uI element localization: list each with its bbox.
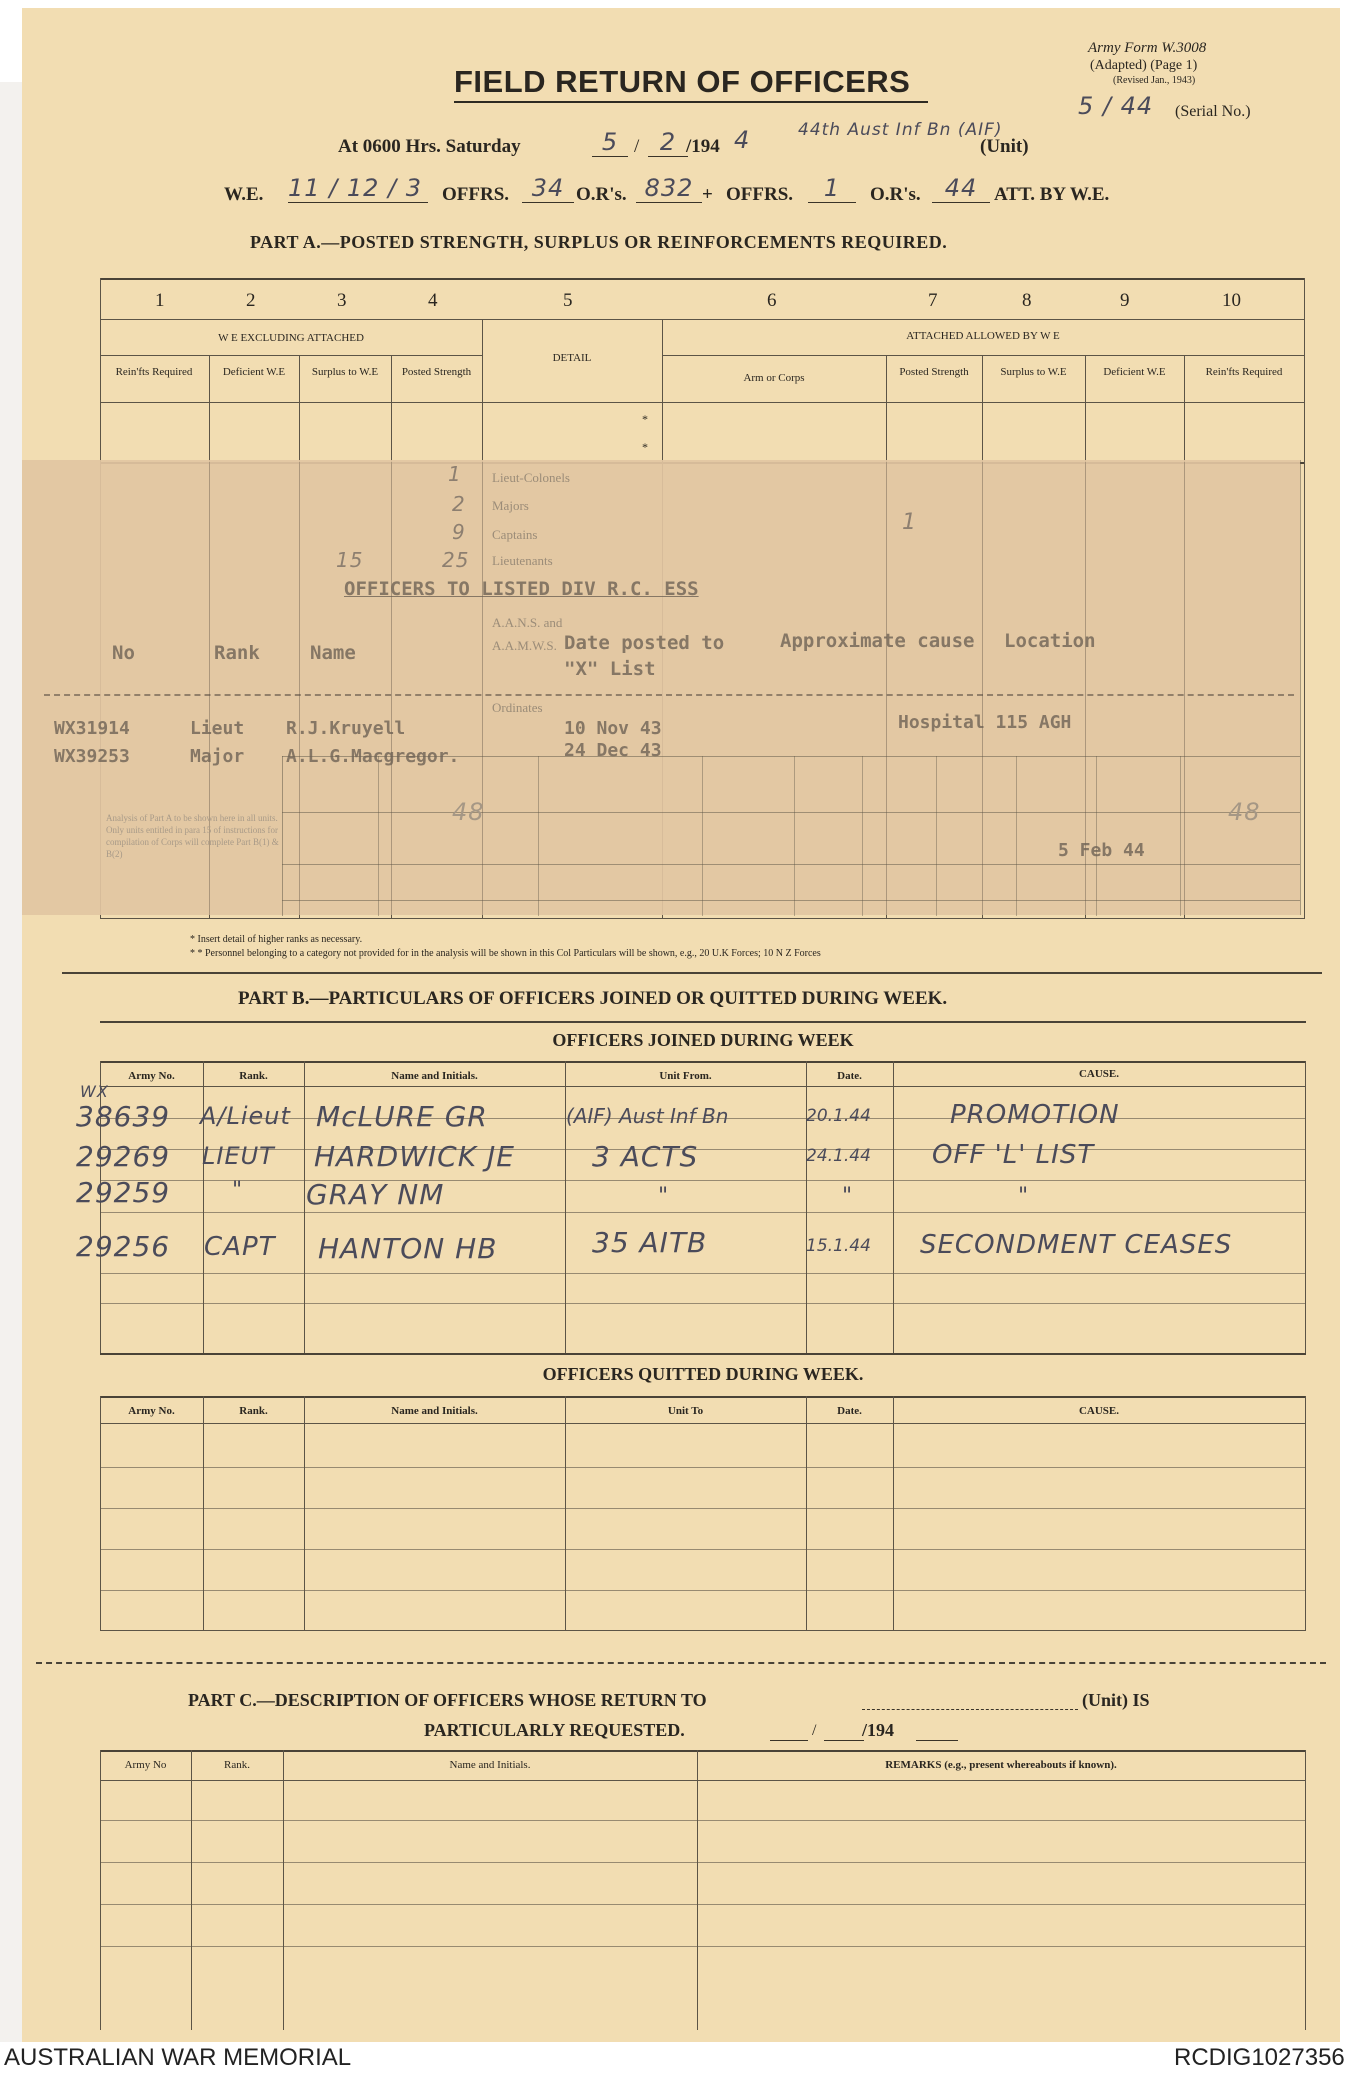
- offrs2-value: 1: [808, 174, 856, 203]
- form-title: FIELD RETURN OF OFFICERS: [454, 64, 911, 99]
- joined-name: GRAY NM: [306, 1178, 445, 1211]
- quitted-header-cause: CAUSE.: [1078, 1405, 1120, 1417]
- part-c-header-rank: Rank.: [224, 1759, 250, 1771]
- plus-sign: +: [702, 184, 713, 205]
- asterisk-mark: *: [642, 412, 648, 426]
- slip-row-no: WX39253: [54, 746, 130, 767]
- joined-name: McLURE GR: [316, 1100, 488, 1133]
- joined-unit-from: 35 AITB: [592, 1226, 708, 1259]
- joined-cause: OFF 'L' LIST: [932, 1140, 1095, 1170]
- header-deficient: Deficient W.E: [222, 366, 286, 378]
- header-attached-surplus: Surplus to W.E: [1000, 366, 1067, 378]
- footer-record-id: RCDIG1027356: [1174, 2044, 1345, 2071]
- quitted-header-army-no: Army No.: [128, 1405, 175, 1417]
- date-month: 2: [648, 128, 688, 157]
- header-posted-strength: Posted Strength: [401, 366, 472, 378]
- unit-value: 44th Aust Inf Bn (AIF): [798, 120, 1003, 140]
- col-number: 8: [1022, 290, 1032, 311]
- joined-header-name: Name and Initials.: [391, 1070, 478, 1082]
- header-arm-or-corps: Arm or Corps: [743, 372, 805, 384]
- slip-heading: OFFICERS TO LISTED DIV R.C. ESS: [344, 578, 699, 600]
- col-number: 7: [928, 290, 938, 311]
- joined-date: 24.1.44: [806, 1146, 871, 1166]
- tally-mark: 48: [1228, 798, 1261, 826]
- joined-cause: ": [1018, 1184, 1030, 1209]
- year-digit: 4: [734, 126, 751, 154]
- serial-number: 5 / 44: [1078, 92, 1154, 120]
- part-c-header-remarks: REMARKS (e.g., present whereabouts if known).: [885, 1759, 1117, 1771]
- header-attached-reinforcements: Rein'fts Required: [1205, 366, 1283, 378]
- tally-mark: 48: [452, 798, 485, 826]
- slip-row-location: Hospital 115 AGH: [898, 712, 1072, 733]
- joined-unit-from: ": [658, 1184, 670, 1209]
- unit-label: (Unit): [980, 136, 1029, 157]
- joined-unit-from: (AIF) Aust Inf Bn: [566, 1104, 729, 1128]
- slip-row-name: R.J.Kruyell: [286, 718, 406, 739]
- ors-label: O.R's.: [576, 184, 627, 205]
- joined-cause: SECONDMENT CEASES: [920, 1230, 1233, 1260]
- slip-row-rank: Lieut: [190, 718, 245, 739]
- part-b-title: PART B.—PARTICULARS OF OFFICERS JOINED OR QUITTED DURING WEEK.: [238, 988, 948, 1009]
- particularly-requested: PARTICULARLY REQUESTED.: [424, 1720, 685, 1740]
- quitted-header-date: Date.: [837, 1405, 862, 1417]
- joined-army-no: 29259: [76, 1176, 171, 1209]
- col-number: 1: [155, 290, 165, 311]
- joined-army-no: 38639: [76, 1100, 171, 1133]
- group-header-right: ATTACHED ALLOWED BY W E: [906, 330, 1060, 342]
- col-number: 6: [767, 290, 777, 311]
- joined-rank: CAPT: [204, 1232, 276, 1262]
- slip-col-rank: Rank: [214, 642, 260, 664]
- joined-army-no: 29256: [76, 1230, 171, 1263]
- tally-mark: 9: [452, 520, 466, 544]
- tally-mark: 2: [452, 492, 466, 516]
- date-day: 5: [592, 128, 628, 157]
- joined-rank: LIEUT: [202, 1142, 275, 1170]
- slip-row-no: WX31914: [54, 718, 130, 739]
- form-revised: (Revised Jan., 1943): [1113, 75, 1196, 86]
- year-prefix: /194: [686, 136, 720, 157]
- tally-mark: 15: [336, 548, 364, 572]
- joined-date: 20.1.44: [806, 1106, 871, 1126]
- col-number: 5: [563, 290, 573, 311]
- joined-cause: PROMOTION: [950, 1100, 1120, 1130]
- slip-col-date-posted: Date posted to "X" List: [564, 632, 725, 680]
- group-header-left: W E EXCLUDING ATTACHED: [218, 332, 364, 344]
- slip-rank: Captains: [492, 527, 538, 542]
- footnote-ranks: * Insert detail of higher ranks as necessary.: [190, 934, 363, 945]
- header-attached-posted-strength: Posted Strength: [899, 366, 969, 378]
- joined-unit-from: 3 ACTS: [592, 1140, 699, 1173]
- slip-date-stamp: 5 Feb 44: [1058, 840, 1145, 861]
- ors2-label: O.R's.: [870, 184, 921, 205]
- joined-name: HARDWICK JE: [314, 1140, 515, 1173]
- joined-rank: ": [232, 1178, 244, 1203]
- part-c-date-year: /194: [862, 1720, 895, 1740]
- ors2-value: 44: [932, 174, 990, 203]
- serial-label: (Serial No.): [1175, 103, 1251, 120]
- col-number: 9: [1120, 290, 1130, 311]
- offrs-value: 34: [522, 174, 574, 203]
- joined-header-date: Date.: [837, 1070, 862, 1082]
- slip-col-cause: Approximate cause: [780, 630, 975, 652]
- joined-header-rank: Rank.: [239, 1070, 268, 1082]
- joined-date: ": [842, 1184, 854, 1209]
- col-number: 10: [1222, 290, 1241, 311]
- joined-title: OFFICERS JOINED DURING WEEK: [552, 1030, 854, 1050]
- header-surplus: Surplus to W.E: [311, 366, 379, 378]
- slip-row-date: 10 Nov 43: [564, 718, 662, 739]
- col-number: 3: [337, 290, 347, 311]
- offrs-label: OFFRS.: [442, 184, 510, 205]
- joined-army-no: 29269: [76, 1140, 171, 1173]
- col-number: 2: [246, 290, 256, 311]
- joined-header-unit-from: Unit From.: [659, 1070, 712, 1082]
- footer-archive-name: AUSTRALIAN WAR MEMORIAL: [4, 2044, 352, 2071]
- slip-rank: A.A.M.W.S.: [492, 638, 557, 653]
- tally-mark: 1: [448, 462, 462, 486]
- slip-rank: Lieut-Colonels: [492, 470, 570, 485]
- slip-underlay-note: Analysis of Part A to be shown here in all units. Only units entitled in para 15 of instructions for compilation of Corps will complete Part B(1) & B(2): [106, 813, 279, 859]
- ors-value: 832: [636, 174, 702, 203]
- quitted-header-unit-to: Unit To: [667, 1405, 704, 1417]
- we-label: W.E.: [224, 184, 264, 205]
- army-no-prefix: WX: [80, 1082, 109, 1101]
- asterisk-mark: *: [642, 440, 648, 454]
- detail-header: DETAIL: [552, 352, 592, 364]
- quitted-header-name: Name and Initials.: [391, 1405, 478, 1417]
- joined-date: 15.1.44: [806, 1236, 871, 1256]
- tally-mark: 25: [442, 548, 470, 572]
- slip-rank: Lieutenants: [492, 553, 553, 568]
- part-c-header-name: Name and Initials.: [449, 1759, 531, 1771]
- at-hours-label: At 0600 Hrs. Saturday: [338, 136, 521, 157]
- part-a-title: PART A.—POSTED STRENGTH, SURPLUS OR REINFORCEMENTS REQUIRED.: [250, 232, 948, 252]
- joined-header-army-no: Army No.: [128, 1070, 175, 1082]
- slip-row-name: A.L.G.Macgregor.: [286, 746, 460, 767]
- header-reinforcements-required: Rein'fts Required: [115, 366, 193, 378]
- joined-name: HANTON HB: [318, 1232, 498, 1265]
- quitted-title: OFFICERS QUITTED DURING WEEK.: [542, 1364, 864, 1384]
- unit-is-label: (Unit) IS: [1082, 1690, 1150, 1710]
- slip-col-no: No: [112, 642, 135, 664]
- slip-row-date: 24 Dec 43: [564, 740, 662, 761]
- slip-rank: Ordinates: [492, 700, 543, 715]
- offrs2-label: OFFRS.: [726, 184, 794, 205]
- form-number: Army Form W.3008: [1088, 40, 1207, 56]
- slip-col-location: Location: [1004, 630, 1096, 652]
- slip-row-rank: Major: [190, 746, 245, 767]
- slip-rank: A.A.N.S. and: [492, 615, 563, 630]
- part-c-header-army-no: Army No: [124, 1759, 167, 1771]
- slip-rank: Majors: [492, 498, 529, 513]
- joined-header-cause: CAUSE.: [1078, 1068, 1120, 1080]
- slip-col-name: Name: [310, 642, 356, 664]
- footnote-personnel: * * Personnel belonging to a category not provided for in the analysis will be shown in this Col Particulars will be shown, e.g., 20 U.K Forces; 10 N Z Forces: [190, 948, 821, 959]
- part-c-title: PART C.—DESCRIPTION OF OFFICERS WHOSE RETURN TO: [188, 1690, 707, 1710]
- header-attached-deficient: Deficient W.E: [1103, 366, 1166, 378]
- title-underline: [454, 101, 928, 103]
- joined-rank: A/Lieut: [200, 1102, 291, 1130]
- att-by-we-label: ATT. BY W.E.: [994, 184, 1110, 205]
- tally-mark: 1: [902, 510, 917, 535]
- quitted-header-rank: Rank.: [239, 1405, 268, 1417]
- we-value: 11 / 12 / 3: [288, 174, 428, 203]
- col-number: 4: [428, 290, 438, 311]
- form-adapted: (Adapted) (Page 1): [1090, 58, 1198, 73]
- perforation-line: [36, 1662, 1326, 1664]
